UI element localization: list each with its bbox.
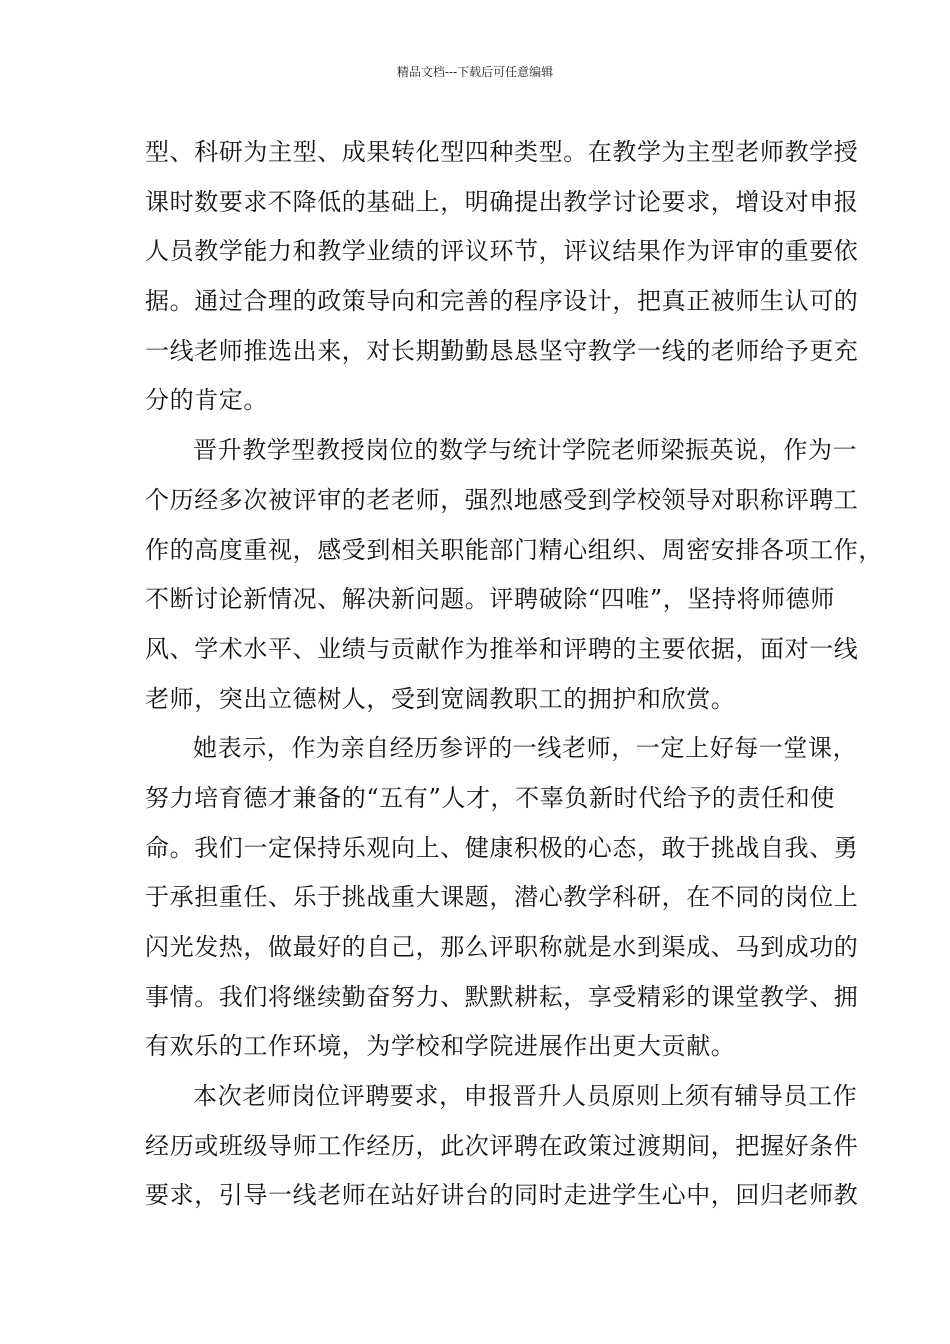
page-header: 精品文档---下载后可任意编辑: [396, 65, 554, 79]
text-line: 本次老师岗位评聘要求，申报晋升人员原则上须有辅导员工作: [193, 1082, 858, 1111]
text-line: 课时数要求不降低的基础上，明确提出教学讨论要求，增设对申报: [145, 187, 859, 216]
text-line: 不断讨论新情况、解决新问题。评聘破除“四唯”，坚持将师德师: [145, 585, 835, 614]
text-line: 她表示，作为亲自经历参评的一线老师，一定上好每一堂课，: [193, 734, 858, 763]
text-line: 分的肯定。: [145, 386, 268, 415]
text-line: 晋升教学型教授岗位的数学与统计学院老师梁振英说，作为一: [193, 436, 858, 465]
paragraph-2: [145, 426, 883, 724]
paragraph-1: [145, 128, 859, 426]
text-line: 一线老师推选出来，对长期勤勤恳恳坚守教学一线的老师给予更充: [145, 336, 859, 365]
text-line: 个历经多次被评审的老老师，强烈地感受到学校领导对职称评聘工: [145, 485, 859, 514]
paragraph-4: [145, 1072, 859, 1221]
paragraph-3: [145, 724, 859, 1072]
text-line: 有欢乐的工作环境，为学校和学院进展作出更大贡献。: [145, 1032, 736, 1061]
text-line: 要求，引导一线老师在站好讲台的同时走进学生心中，回归老师教: [145, 1181, 859, 1210]
text-line: 事情。我们将继续勤奋努力、默默耕耘，享受精彩的课堂教学、拥: [145, 982, 859, 1011]
text-line: 风、学术水平、业绩与贡献作为推举和评聘的主要依据，面对一线: [145, 634, 859, 663]
text-line: 据。通过合理的政策导向和完善的程序设计，把真正被师生认可的: [145, 287, 859, 316]
text-line: 经历或班级导师工作经历，此次评聘在政策过渡期间，把握好条件: [145, 1131, 859, 1160]
text-line: 型、科研为主型、成果转化型四种类型。在教学为主型老师教学授: [145, 138, 859, 166]
document-body: [145, 128, 883, 1221]
text-line: 命。我们一定保持乐观向上、健康积极的心态，敢于挑战自我、勇: [145, 833, 859, 862]
text-line: 于承担重任、乐于挑战重大课题，潜心教学科研，在不同的岗位上: [145, 883, 859, 912]
text-line: 作的高度重视，感受到相关职能部门精心组织、周密安排各项工作，: [145, 535, 883, 564]
text-line: 人员教学能力和教学业绩的评议环节，评议结果作为评审的重要依: [145, 237, 859, 266]
text-line: 努力培育德才兼备的“五有”人才，不辜负新时代给予的责任和使: [145, 783, 835, 812]
text-line: 闪光发热，做最好的自己，那么评职称就是水到渠成、马到成功的: [145, 933, 859, 961]
text-line: 老师，突出立德树人，受到宽阔教职工的拥护和欣赏。: [145, 684, 736, 713]
